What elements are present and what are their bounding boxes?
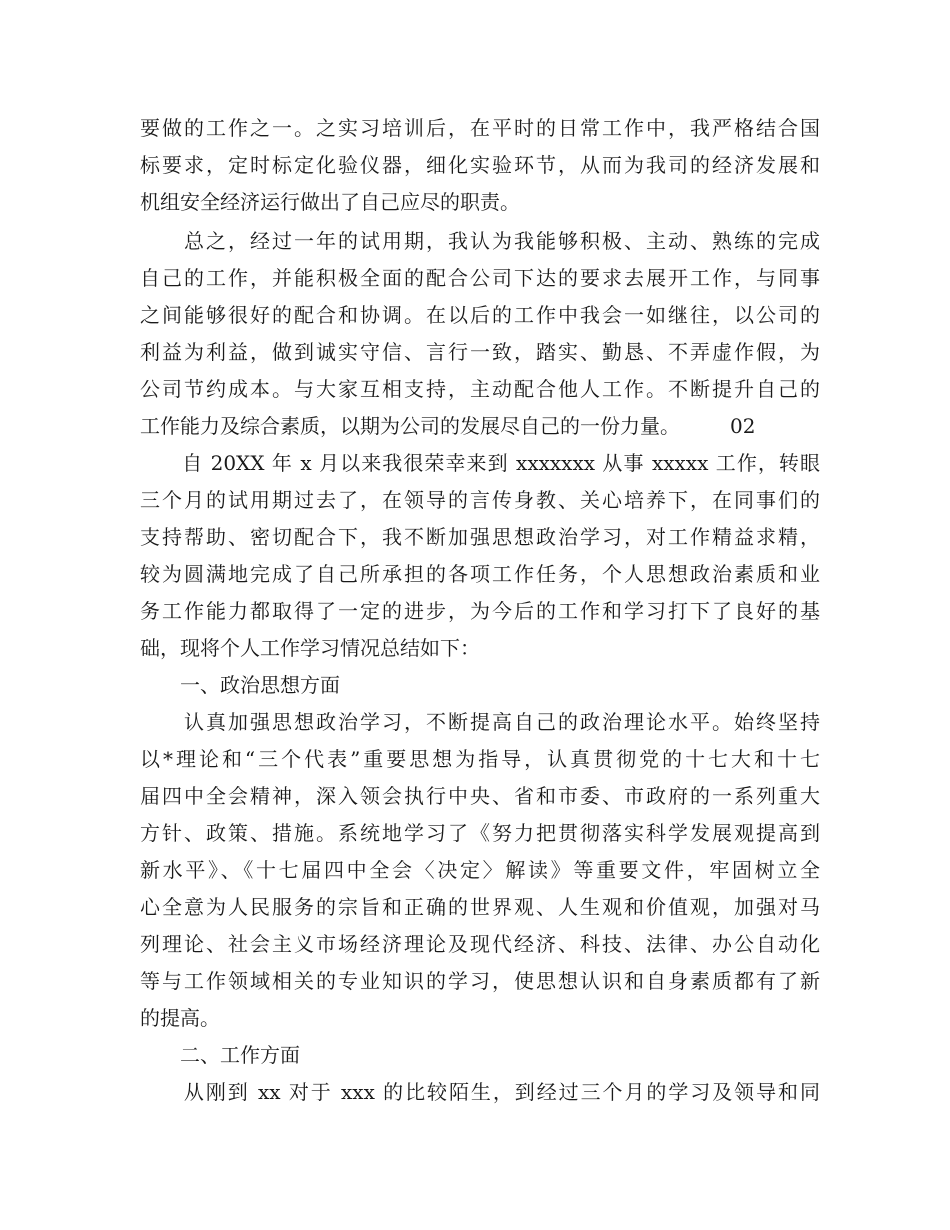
text-line: 三个月的试用期过去了，在领导的言传身教、关心培养下，在同事们的 bbox=[140, 488, 820, 512]
text-line: 以*理论和“三个代表”重要思想为指导，认真贯彻党的十七大和十七 bbox=[140, 747, 820, 771]
text-line: 心全意为人民服务的宗旨和正确的世界观、人生观和价值观，加强对马 bbox=[140, 895, 820, 919]
text-line: 务工作能力都取得了一定的进步，为今后的工作和学习打下了良好的基 bbox=[140, 599, 820, 623]
text-line: 列理论、社会主义市场经济理论及现代经济、科技、法律、办公自动化 bbox=[140, 932, 820, 956]
text-line: 自 20XX 年 x 月以来我很荣幸来到 xxxxxxx 从事 xxxxx 工作，转眼 bbox=[140, 451, 820, 475]
section-heading: 一、政治思想方面 bbox=[140, 673, 340, 697]
text-line: 的提高。 bbox=[140, 1006, 220, 1030]
text-line: 之间能够很好的配合和协调。在以后的工作中我会一如继往，以公司的 bbox=[140, 303, 820, 327]
text-line: 总之，经过一年的试用期，我认为我能够积极、主动、熟练的完成 bbox=[140, 229, 820, 253]
text-line: 利益为利益，做到诚实守信、言行一致，踏实、勤恳、不弄虚作假，为 bbox=[140, 340, 820, 364]
text-line: 从刚到 xx 对于 xxx 的比较陌生，到经过三个月的学习及领导和同 bbox=[140, 1080, 820, 1104]
text-line: 等与工作领域相关的专业知识的学习，使思想认识和自身素质都有了新 bbox=[140, 969, 820, 993]
text-line: 机组安全经济运行做出了自己应尽的职责。 bbox=[140, 190, 520, 214]
text-line: 方针、政策、措施。系统地学习了《努力把贯彻落实科学发展观提高到 bbox=[140, 821, 820, 845]
section-heading: 二、工作方面 bbox=[140, 1043, 300, 1067]
text-line: 自己的工作，并能积极全面的配合公司下达的要求去展开工作，与同事 bbox=[140, 266, 820, 290]
text-line: 公司节约成本。与大家互相支持，主动配合他人工作。不断提升自己的 bbox=[140, 377, 820, 401]
text-line: 新水平》、《十七届四中全会〈决定〉解读》等重要文件，牢固树立全 bbox=[140, 858, 820, 882]
text-line: 标要求，定时标定化验仪器，细化实验环节，从而为我司的经济发展和 bbox=[140, 153, 820, 177]
text-line: 届四中全会精神，深入领会执行中央、省和市委、市政府的一系列重大 bbox=[140, 784, 820, 808]
text-line: 支持帮助、密切配合下，我不断加强思想政治学习，对工作精益求精， bbox=[140, 525, 820, 549]
text-line: 认真加强思想政治学习，不断提高自己的政治理论水平。始终坚持 bbox=[140, 710, 820, 734]
text-line: 要做的工作之一。之实习培训后，在平时的日常工作中，我严格结合国 bbox=[140, 116, 820, 140]
text-line: 工作能力及综合素质，以期为公司的发展尽自己的一份力量。 02 bbox=[140, 414, 756, 438]
text-line: 础，现将个人工作学习情况总结如下： bbox=[140, 636, 480, 660]
text-line: 较为圆满地完成了自己所承担的各项工作任务，个人思想政治素质和业 bbox=[140, 562, 820, 586]
